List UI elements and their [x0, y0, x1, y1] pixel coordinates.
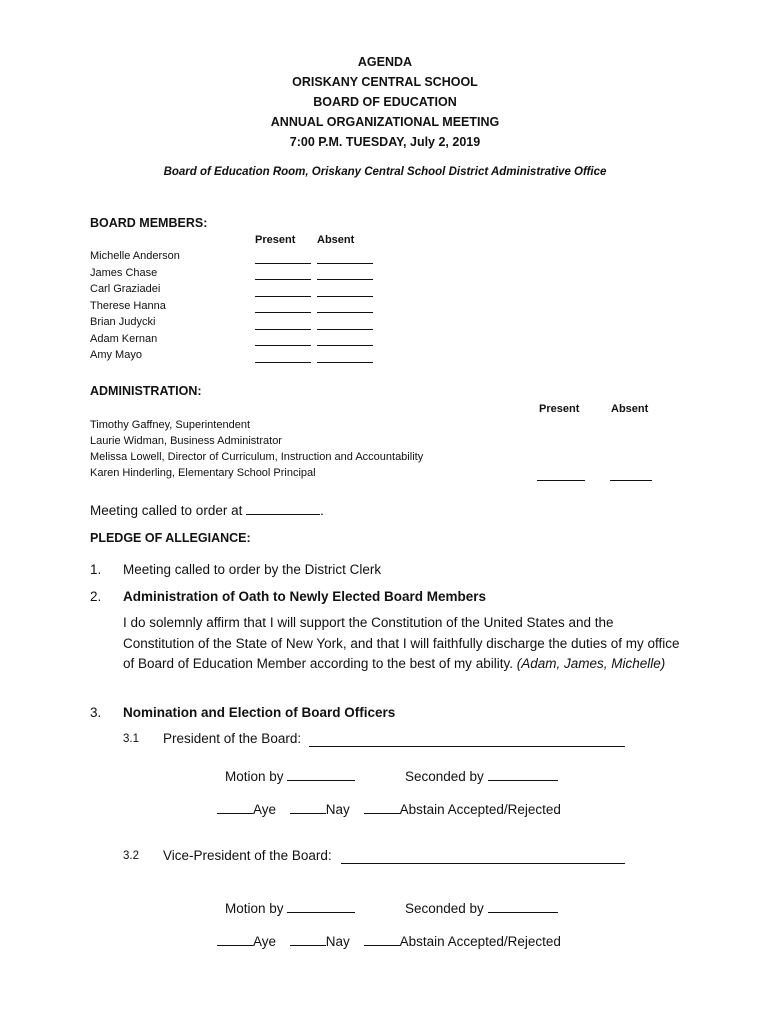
seconded-by-1: [405, 766, 558, 784]
nay-blank[interactable]: [290, 931, 326, 946]
oath-names: (Adam, James, Michelle): [516, 656, 666, 671]
board-member: Therese Hanna: [90, 299, 166, 312]
item1-text: Meeting called to order by the District Clerk: [123, 562, 382, 577]
board-absent-header: Absent: [317, 234, 355, 246]
abstain-label: Abstain Accepted/Rejected: [399, 934, 561, 949]
vice-president-blank[interactable]: [341, 863, 625, 864]
present-blank[interactable]: [255, 329, 311, 330]
president-blank[interactable]: [309, 746, 625, 747]
seconded-by-blank[interactable]: [488, 766, 558, 781]
present-blank[interactable]: [255, 312, 311, 313]
board-members-heading: BOARD MEMBERS:: [90, 216, 208, 230]
header-board: BOARD OF EDUCATION: [313, 95, 457, 109]
administration-list: [90, 417, 423, 481]
item2-number: 2.: [90, 589, 102, 604]
absent-blank[interactable]: [317, 345, 373, 346]
motion-by-blank[interactable]: [287, 766, 355, 781]
motion-by-2: [225, 898, 355, 916]
board-member: Michelle Anderson: [90, 250, 180, 262]
absent-blank[interactable]: [317, 329, 373, 330]
meeting-called-label: Meeting called to order at: [90, 503, 243, 518]
item3-title: Nomination and Election of Board Officers: [123, 705, 396, 720]
admin-present-blank[interactable]: [537, 480, 585, 481]
motion-by-blank[interactable]: [287, 898, 355, 913]
president-label: President of the Board:: [163, 731, 302, 746]
admin-absent-header: Absent: [611, 403, 649, 415]
abstain-blank[interactable]: [364, 931, 400, 946]
present-blank[interactable]: [255, 263, 311, 264]
item1-number: 1.: [90, 562, 102, 577]
aye-label: Aye: [253, 934, 277, 949]
board-present-header: Present: [255, 234, 296, 246]
board-member: Carl Graziadei: [90, 283, 161, 295]
item2-title: Administration of Oath to Newly Elected Board Members: [123, 589, 487, 604]
meeting-location: Board of Education Room, Oriskany Central School District Administrative Office: [163, 166, 607, 178]
board-member: Brian Judycki: [90, 316, 156, 328]
sub2-number: 3.2: [123, 850, 139, 862]
motion-by-1: [225, 766, 355, 784]
board-member: Adam Kernan: [90, 332, 158, 345]
present-blank[interactable]: [255, 296, 311, 297]
oath-text: I do solemnly affirm that I will support the Constitution of the United States and the Constitution of the State of New York, and that I will faithfully discharge the duties of my office of Board of Education Member according to the best of my ability.: [123, 615, 680, 671]
admin-person: Laurie Widman, Business Administrator: [90, 435, 282, 447]
aye-label: Aye: [253, 802, 277, 817]
nay-label: Nay: [325, 934, 350, 949]
vice-president-label: Vice-President of the Board:: [163, 848, 332, 863]
vote-line-2: [217, 931, 561, 949]
header-school: ORISKANY CENTRAL SCHOOL: [292, 75, 478, 89]
admin-person: Karen Hinderling, Elementary School Principal: [90, 467, 316, 479]
meeting-called-line: [90, 500, 324, 518]
item3-number: 3.: [90, 705, 102, 720]
absent-blank[interactable]: [317, 312, 373, 313]
administration-heading: ADMINISTRATION:: [90, 384, 202, 398]
present-blank[interactable]: [255, 345, 311, 346]
document-header: [0, 52, 770, 152]
admin-person: Timothy Gaffney, Superintendent: [90, 419, 250, 431]
header-meeting: ANNUAL ORGANIZATIONAL MEETING: [270, 115, 500, 129]
admin-absent-blank[interactable]: [610, 480, 652, 481]
board-member: Amy Mayo: [90, 349, 142, 361]
present-blank[interactable]: [255, 279, 311, 280]
aye-blank[interactable]: [217, 799, 253, 814]
absent-blank[interactable]: [317, 263, 373, 264]
seconded-by-label: Seconded by: [405, 769, 484, 784]
absent-blank[interactable]: [317, 279, 373, 280]
absent-blank[interactable]: [317, 296, 373, 297]
abstain-label: Abstain Accepted/Rejected: [399, 802, 561, 817]
header-agenda: AGENDA: [357, 55, 413, 69]
absent-blank[interactable]: [317, 362, 373, 363]
meeting-time-blank[interactable]: [246, 500, 320, 515]
aye-blank[interactable]: [217, 931, 253, 946]
admin-present-header: Present: [539, 403, 580, 415]
pledge-heading: PLEDGE OF ALLEGIANCE:: [90, 531, 251, 545]
meeting-called-period: .: [320, 503, 324, 518]
seconded-by-blank[interactable]: [488, 898, 558, 913]
header-datetime: 7:00 P.M. TUESDAY, July 2, 2019: [289, 135, 481, 149]
seconded-by-label: Seconded by: [405, 901, 484, 916]
abstain-blank[interactable]: [364, 799, 400, 814]
board-member-list: [90, 248, 180, 364]
board-member: James Chase: [90, 266, 158, 279]
nay-label: Nay: [325, 802, 350, 817]
motion-by-label: Motion by: [225, 769, 284, 784]
admin-person: Melissa Lowell, Director of Curriculum, Instruction and Accountability: [90, 451, 424, 463]
oath-paragraph: [123, 613, 683, 675]
motion-by-label: Motion by: [225, 901, 284, 916]
present-blank[interactable]: [255, 362, 311, 363]
sub1-number: 3.1: [123, 733, 139, 745]
seconded-by-2: [405, 898, 558, 916]
vote-line-1: [217, 799, 561, 817]
nay-blank[interactable]: [290, 799, 326, 814]
